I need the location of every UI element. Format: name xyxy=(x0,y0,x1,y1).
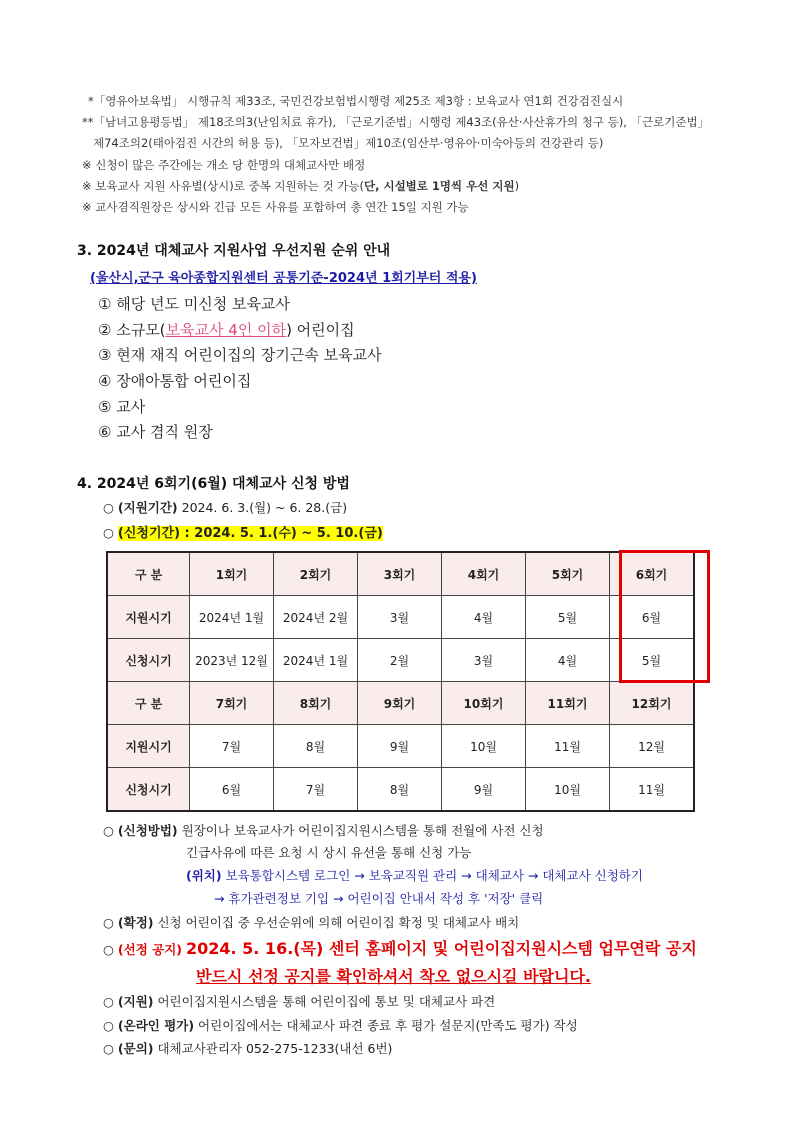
table-cell: 5회기 xyxy=(526,552,610,596)
support-label: (지원) xyxy=(117,994,154,1009)
table-cell: 6월 xyxy=(610,596,695,639)
table-cell: 지원시기 xyxy=(107,596,190,639)
bullet: ○ xyxy=(103,1018,114,1033)
footnote-2-cont: 제74조의2(태아검진 시간의 허용 등), 「모자보건법」제10조(임산부·영유아·미숙아등의 건강관리 등) xyxy=(93,136,604,150)
priority-item-6: ⑥ 교사 겸직 원장 xyxy=(98,423,213,441)
table-cell: 8월 xyxy=(274,725,358,768)
confirm-label: (확정) xyxy=(117,915,154,930)
support xyxy=(103,992,495,1010)
online-evaluation xyxy=(103,1016,578,1034)
priority-item-2 xyxy=(98,319,355,340)
bullet: ○ xyxy=(103,823,114,838)
highlight-box-6th-session xyxy=(619,550,710,683)
bullet: ○ xyxy=(103,994,114,1009)
footnote-4-post: ) xyxy=(514,179,520,193)
table-cell: 12월 xyxy=(610,725,695,768)
apply-location-path2: → 휴가관련정보 기입 → 어린이집 안내서 작성 후 '저장' 클릭 xyxy=(214,891,544,906)
footnote-5: ※ 교사겸직원장은 상시와 긴급 모든 사유를 포함하여 총 연간 15일 지원 가능 xyxy=(82,200,469,214)
table-cell: 2023년 12월 xyxy=(190,639,274,682)
inquiry-text: 대체교사관리자 052-275-1233(내선 6번) xyxy=(157,1041,393,1056)
table-cell: 6회기 xyxy=(610,552,695,596)
apply-method-label: (신청방법) xyxy=(117,823,178,838)
table-cell: 2024년 2월 xyxy=(274,596,358,639)
table-cell: 2024년 1월 xyxy=(274,639,358,682)
table-cell: 11회기 xyxy=(526,682,610,725)
table-cell: 7월 xyxy=(274,768,358,812)
apply-method-line2: 긴급사유에 따른 요청 시 상시 유선을 통해 신청 가능 xyxy=(186,845,472,860)
table-cell: 11월 xyxy=(526,725,610,768)
apply-location-label: (위치) xyxy=(186,868,222,883)
confirm xyxy=(103,913,519,931)
priority-item-2-post: ) 어린이집 xyxy=(286,321,355,339)
table-cell: 7월 xyxy=(190,725,274,768)
schedule-table xyxy=(106,551,695,812)
table-cell: 10회기 xyxy=(442,682,526,725)
bullet: ○ xyxy=(103,915,114,930)
section-3-title: 3. 2024년 대체교사 지원사업 우선지원 순위 안내 xyxy=(77,243,391,259)
apply-location xyxy=(186,866,643,884)
table-cell: 8월 xyxy=(358,768,442,812)
table-header-row xyxy=(107,552,694,596)
table-cell: 10월 xyxy=(526,768,610,812)
priority-item-4: ④ 장애아통합 어린이집 xyxy=(98,372,252,390)
table-cell: 2월 xyxy=(358,639,442,682)
online-evaluation-label: (온라인 평가) xyxy=(117,1018,195,1033)
table-cell: 3월 xyxy=(358,596,442,639)
apply-method-line1: 원장이나 보육교사가 어린이집지원시스템을 통해 전월에 사전 신청 xyxy=(181,823,544,838)
confirm-text: 신청 어린이집 중 우선순위에 의해 어린이집 확정 및 대체교사 배치 xyxy=(157,915,520,930)
table-cell: 12회기 xyxy=(610,682,695,725)
table-cell: 신청시기 xyxy=(107,768,190,812)
table-cell: 2024년 1월 xyxy=(190,596,274,639)
footnote-1: *「영유아보육법」 시행규칙 제33조, 국민건강보험법시행령 제25조 제3항 : 보육교사 연1회 건강검진실시 xyxy=(88,94,624,108)
support-text: 어린이집지원시스템을 통해 어린이집에 통보 및 대체교사 파견 xyxy=(157,994,496,1009)
table-cell: 5월 xyxy=(610,639,695,682)
priority-item-2-highlight: 보육교사 4인 이하 xyxy=(165,321,287,339)
table-cell: 7회기 xyxy=(190,682,274,725)
footnote-4-pre: ※ 보육교사 지원 사유별(상시)로 중복 지원하는 것 가능( xyxy=(82,179,364,193)
footnote-4-bold: 단, 시설별로 1명씩 우선 지원 xyxy=(363,179,515,193)
apply-period xyxy=(103,522,383,541)
section-3-subtitle: (울산시,군구 육아종합지원센터 공통기준-2024년 1회기부터 적용) xyxy=(90,271,477,286)
selection-warning: 반드시 선정 공지를 확인하셔서 착오 없으시길 바랍니다. xyxy=(196,967,591,986)
bullet: ○ xyxy=(103,500,114,515)
table-cell: 3회기 xyxy=(358,552,442,596)
priority-item-2-pre: ② 소규모( xyxy=(98,321,166,339)
table-cell: 1회기 xyxy=(190,552,274,596)
selection-notice-text: 2024. 5. 16.(목) 센터 홈페이지 및 어린이집지원시스템 업무연락 공지 xyxy=(185,939,697,958)
online-evaluation-text: 어린이집에서는 대체교사 파견 종료 후 평가 설문지(만족도 평가) 작성 xyxy=(198,1018,578,1033)
priority-item-3: ③ 현재 재직 어린이집의 장기근속 보육교사 xyxy=(98,346,382,364)
support-period-value: 2024. 6. 3.(월) ~ 6. 28.(금) xyxy=(181,500,348,515)
bullet: ○ xyxy=(103,525,114,540)
bullet: ○ xyxy=(103,942,114,957)
table-row xyxy=(107,768,694,812)
footnote-3: ※ 신청이 많은 주간에는 개소 당 한명의 대체교사만 배정 xyxy=(82,158,366,172)
table-cell: 4회기 xyxy=(442,552,526,596)
support-period xyxy=(103,498,347,516)
table-cell: 9월 xyxy=(358,725,442,768)
selection-notice xyxy=(103,936,697,959)
table-cell: 9월 xyxy=(442,768,526,812)
section-4-title: 4. 2024년 6회기(6월) 대체교사 신청 방법 xyxy=(77,476,350,492)
footnote-2: **「남녀고용평등법」 제18조의3(난임치료 휴가), 「근로기준법」시행령 제43조(유산·사산휴가의 청구 등), 「근로기준법」 xyxy=(82,115,710,129)
inquiry xyxy=(103,1039,392,1057)
priority-item-1: ① 해당 년도 미신청 보육교사 xyxy=(98,295,290,313)
priority-item-5: ⑤ 교사 xyxy=(98,398,146,416)
bullet: ○ xyxy=(103,1041,114,1056)
table-cell: 4월 xyxy=(442,596,526,639)
apply-method xyxy=(103,821,544,839)
table-cell: 구 분 xyxy=(107,682,190,725)
table-cell: 5월 xyxy=(526,596,610,639)
table-header-row xyxy=(107,682,694,725)
table-cell: 8회기 xyxy=(274,682,358,725)
table-cell: 지원시기 xyxy=(107,725,190,768)
table-cell: 3월 xyxy=(442,639,526,682)
footnote-4 xyxy=(82,178,519,194)
table-row xyxy=(107,596,694,639)
support-period-label: (지원기간) xyxy=(117,500,178,515)
table-cell: 10월 xyxy=(442,725,526,768)
table-cell: 9회기 xyxy=(358,682,442,725)
inquiry-label: (문의) xyxy=(117,1041,154,1056)
table-cell: 신청시기 xyxy=(107,639,190,682)
apply-period-highlight: (신청기간) : 2024. 5. 1.(수) ~ 5. 10.(금) xyxy=(117,526,383,541)
table-cell: 구 분 xyxy=(107,552,190,596)
table-cell: 2회기 xyxy=(274,552,358,596)
apply-location-path1: 보육통합시스템 로그인 → 보육교직원 관리 → 대체교사 → 대체교사 신청하기 xyxy=(225,868,643,883)
table-row xyxy=(107,725,694,768)
selection-notice-label: (선정 공지) xyxy=(117,942,182,957)
table-cell: 6월 xyxy=(190,768,274,812)
table-cell: 4월 xyxy=(526,639,610,682)
table-cell: 11월 xyxy=(610,768,695,812)
table-row xyxy=(107,639,694,682)
